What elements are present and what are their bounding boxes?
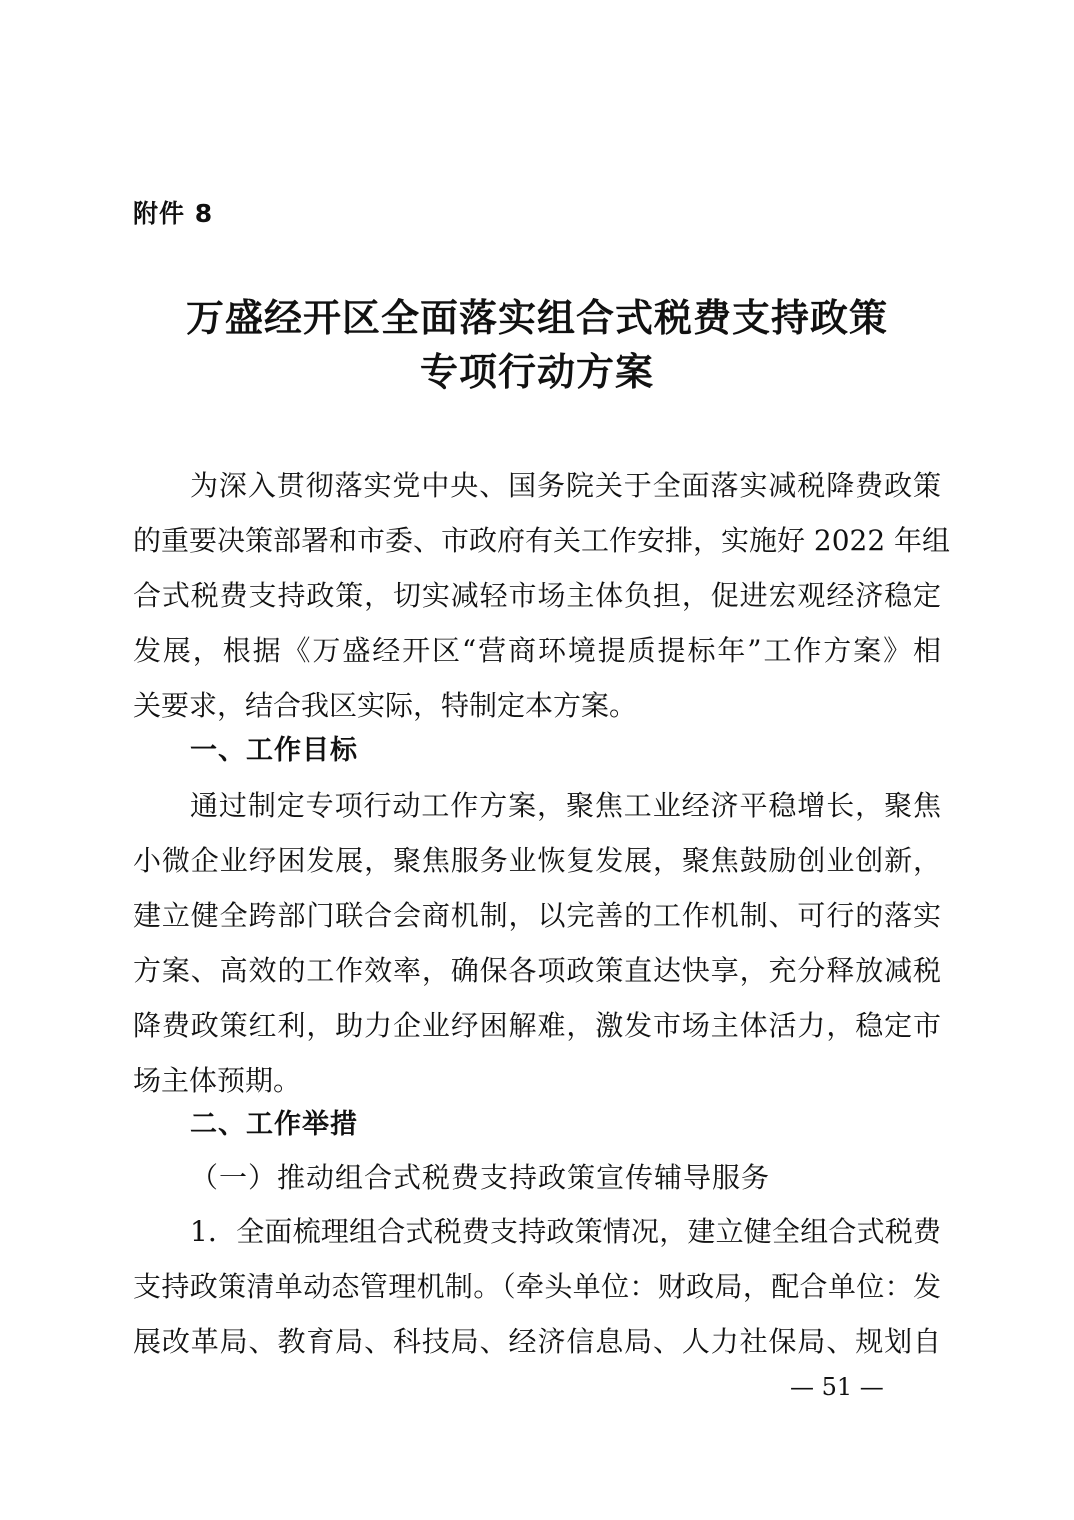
document-title-line-2: 专项行动方案 [419,349,654,394]
paragraph-line: 合式税费支持政策，切实减轻市场主体负担，促进宏观经济稳定 [133,579,941,612]
paragraph-line: 建立健全跨部门联合会商机制，以完善的工作机制、可行的落实 [133,899,941,932]
measure-item-1 [133,1204,941,1369]
paragraph-line: 通过制定专项行动工作方案，聚焦工业经济平稳增长，聚焦 [190,789,941,822]
paragraph-line: 支持政策清单动态管理机制。（牵头单位：财政局，配合单位：发 [133,1270,941,1303]
paragraph-line: 关要求，结合我区实际，特制定本方案。 [133,689,638,722]
page-number: — 51 — [790,1373,884,1401]
section-heading-goals: 一、工作目标 [190,735,358,766]
paragraph-line: 降费政策红利，助力企业纾困解难，激发市场主体活力，稳定市 [133,1009,941,1042]
goals-paragraph [133,778,941,1108]
document-title-line-1: 万盛经开区全面落实组合式税费支持政策 [185,295,888,340]
paragraph-line: 场主体预期。 [133,1064,302,1097]
paragraph-line: 为深入贯彻落实党中央、国务院关于全面落实减税降费政策 [190,469,941,502]
paragraph-line: 展改革局、教育局、科技局、经济信息局、人力社保局、规划自 [133,1325,941,1358]
paragraph-line: 方案、高效的工作效率，确保各项政策直达快享，充分释放减税 [133,954,941,987]
attachment-label: 附件 8 [133,199,214,228]
paragraph-line: 发展，根据《万盛经开区“营商环境提质提标年”工作方案》相 [133,634,941,667]
section-heading-measures: 二、工作举措 [190,1109,358,1140]
intro-paragraph [133,458,951,733]
subsection-heading: （一）推动组合式税费支持政策宣传辅导服务 [190,1161,771,1194]
paragraph-line: 的重要决策部署和市委、市政府有关工作安排，实施好 2022 年组 [133,524,951,557]
paragraph-line: 1．全面梳理组合式税费支持政策情况，建立健全组合式税费 [190,1215,941,1248]
paragraph-line: 小微企业纾困发展，聚焦服务业恢复发展，聚焦鼓励创业创新， [133,844,941,877]
